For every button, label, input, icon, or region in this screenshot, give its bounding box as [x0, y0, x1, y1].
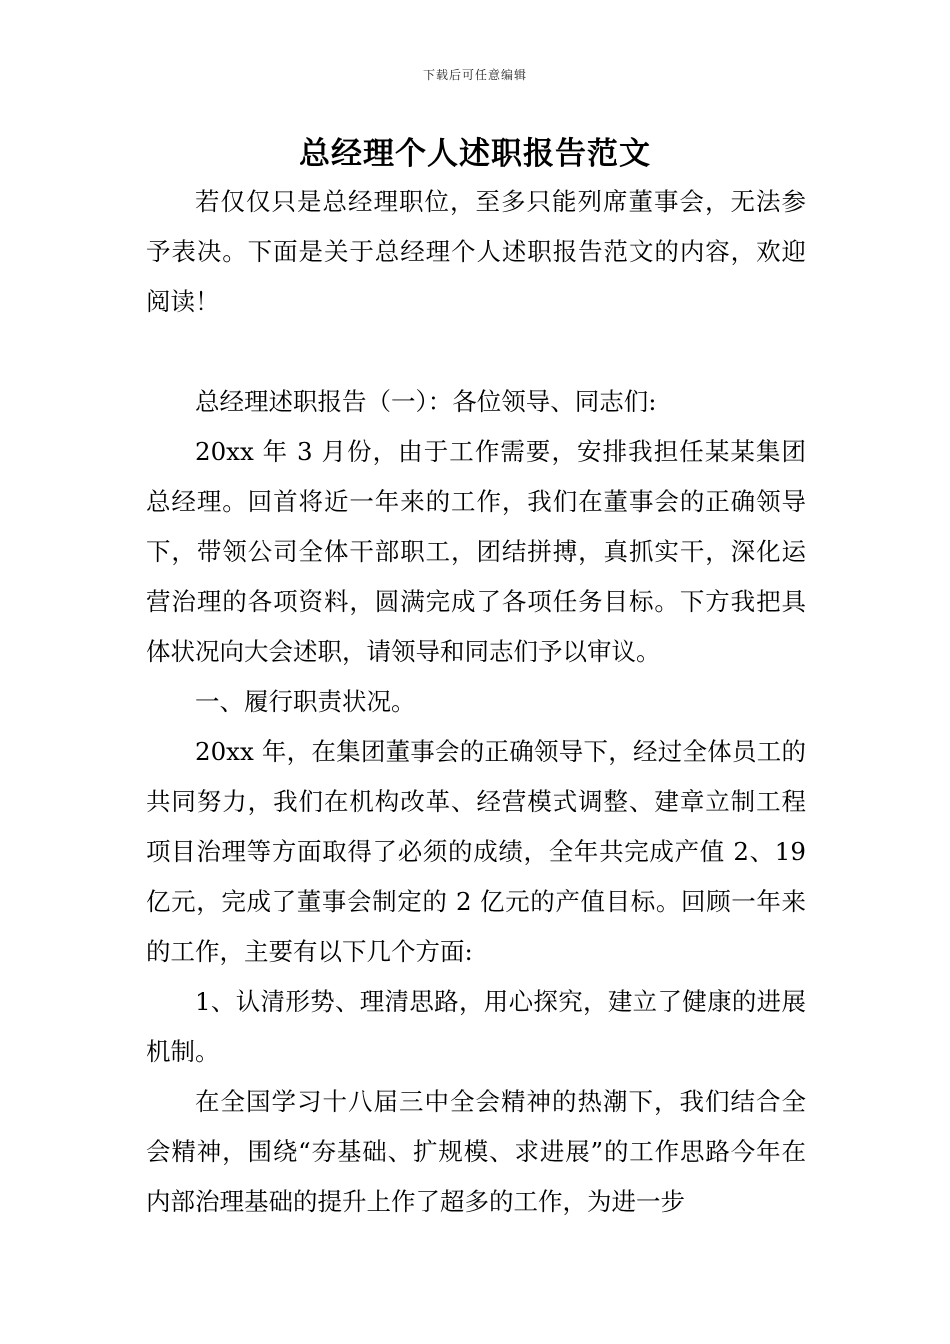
header-note: 下载后可任意编辑: [422, 68, 527, 82]
paragraph-section-heading: 一、履行职责状况。: [195, 687, 416, 716]
document-title: 总经理个人述职报告范文: [299, 136, 651, 172]
paragraph-opening: 20xx 年 3 月份，由于工作需要，安排我担任某某集团总经理。回首将近一年来的工作，我们在董事会的正确领导下，带领公司全体干部职工，团结拼搏，真抓实干，深化运营治理的各项资料，圆满完成了各项任务目标。下方我把具体状况向大会述职，请领导和同志们予以审议。: [146, 437, 806, 666]
paragraph-salutation: 总经理述职报告（一）：各位领导、同志们:: [195, 387, 657, 416]
paragraph-item-1: 1、认清形势、理清思路，用心探究，建立了健康的进展机制。: [146, 987, 806, 1066]
document-body: [146, 177, 806, 1227]
paragraph-intro: 若仅仅只是总经理职位，至多只能列席董事会，无法参予表决。下面是关于总经理个人述职报告范文的内容，欢迎阅读！: [146, 187, 806, 316]
paragraph-achievements: 20xx 年，在集团董事会的正确领导下，经过全体员工的共同努力，我们在机构改革、经营模式调整、建章立制工程项目治理等方面取得了必须的成绩，全年共完成产值 2、19 亿元，完成了董事会制定的 2 亿元的产值目标。回顾一年来的工作，主要有以下几个方面:: [146, 737, 806, 966]
paragraph-plenary: 在全国学习十八届三中全会精神的热潮下，我们结合全会精神，围绕“夯基础、扩规模、求进展”的工作思路今年在内部治理基础的提升上作了超多的工作，为进一步: [146, 1087, 806, 1216]
